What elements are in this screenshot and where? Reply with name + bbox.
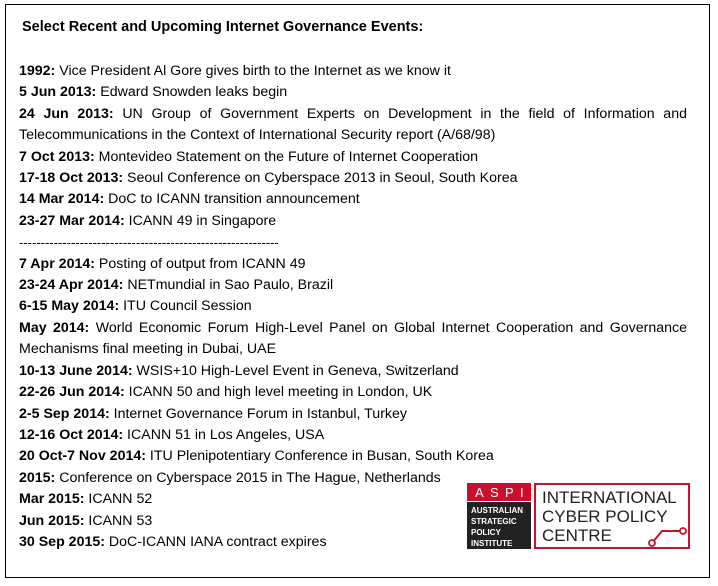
- event-description: ITU Council Session: [119, 298, 252, 315]
- event-item: [19, 254, 687, 275]
- event-description: World Economic Forum High-Level Panel on Global Internet Cooperation and Governance Mechanisms final meeting in Dubai, UAE: [19, 319, 688, 358]
- icpc-line: CYBER POLICY: [542, 507, 668, 526]
- event-item: [19, 147, 687, 168]
- event-item: [19, 425, 687, 446]
- event-item: [19, 404, 687, 425]
- event-description: ICANN 51 in Los Angeles, USA: [123, 426, 325, 443]
- event-item: [19, 296, 687, 317]
- event-date: 22-26 Jun 2014:: [19, 384, 125, 401]
- event-description: ICANN 49 in Singapore: [124, 212, 277, 229]
- event-item: [19, 104, 687, 147]
- event-date: 17-18 Oct 2013:: [19, 170, 124, 187]
- event-date: 24 Jun 2013:: [19, 105, 114, 122]
- icpc-line: INTERNATIONAL: [542, 488, 677, 507]
- event-item: [19, 318, 687, 361]
- event-item: [19, 382, 687, 403]
- event-date: 7 Oct 2013:: [19, 148, 95, 165]
- event-description: UN Group of Government Experts on Development in the field of Information and Telecommunications in the Context of International Security report (A/68/98): [19, 105, 687, 144]
- event-description: NETmundial in Sao Paulo, Brazil: [123, 277, 334, 294]
- document-title: Select Recent and Upcoming Internet Governance Events:: [22, 19, 424, 35]
- event-description: DoC to ICANN transition announcement: [104, 191, 360, 208]
- aspi-letter: I: [520, 485, 524, 500]
- event-item: [19, 61, 687, 82]
- event-date: Jun 2015:: [19, 512, 85, 529]
- event-description: Edward Snowden leaks begin: [96, 84, 288, 101]
- icpc-line: CENTRE: [542, 526, 612, 545]
- event-item: [19, 211, 687, 232]
- event-description: ITU Plenipotentiary Conference in Busan, South Korea: [145, 448, 494, 465]
- aspi-line: INSTITUTE: [471, 539, 513, 548]
- event-date: 12-16 Oct 2014:: [19, 426, 124, 443]
- event-description: DoC-ICANN IANA contract expires: [104, 533, 327, 550]
- aspi-letter: A: [475, 485, 484, 500]
- event-item: [19, 82, 687, 103]
- event-description: Posting of output from ICANN 49: [94, 255, 306, 272]
- event-item: [19, 168, 687, 189]
- event-date: 7 Apr 2014:: [19, 255, 95, 272]
- event-item: [19, 361, 687, 382]
- event-date: 6-15 May 2014:: [19, 298, 120, 315]
- event-date: 23-24 Apr 2014:: [19, 277, 124, 294]
- events-list: [19, 61, 687, 553]
- aspi-logo: [467, 483, 531, 549]
- event-date: 5 Jun 2013:: [19, 84, 97, 101]
- event-description: ICANN 53: [84, 512, 153, 529]
- aspi-line: POLICY: [471, 528, 501, 537]
- event-date: 20 Oct-7 Nov 2014:: [19, 448, 146, 465]
- event-date: 23-27 Mar 2014:: [19, 212, 125, 229]
- event-description: Seoul Conference on Cyberspace 2013 in Seoul, South Korea: [123, 170, 518, 187]
- event-description: Conference on Cyberspace 2015 in The Hague, Netherlands: [55, 469, 441, 486]
- event-date: 30 Sep 2015:: [19, 533, 105, 550]
- event-description: Internet Governance Forum in Istanbul, Turkey: [109, 405, 407, 422]
- icpc-logo: [534, 483, 690, 549]
- event-date: 2-5 Sep 2014:: [19, 405, 110, 422]
- aspi-letter: S: [490, 485, 499, 500]
- aspi-line: AUSTRALIAN: [471, 506, 523, 515]
- event-description: WSIS+10 High-Level Event in Geneva, Switzerland: [132, 362, 459, 379]
- event-date: May 2014:: [19, 319, 90, 336]
- event-date: Mar 2015:: [19, 491, 85, 508]
- aspi-line: STRATEGIC: [471, 517, 517, 526]
- events-before-group: [19, 61, 687, 232]
- event-date: 10-13 June 2014:: [19, 362, 133, 379]
- event-date: 1992:: [19, 63, 56, 79]
- separator-line: ------------------------------------------------------------: [19, 235, 279, 251]
- event-item: [19, 446, 687, 467]
- event-description: ICANN 52: [84, 491, 153, 508]
- event-item: [19, 275, 687, 296]
- aspi-letter: P: [505, 485, 514, 500]
- event-description: Montevideo Statement on the Future of Internet Cooperation: [94, 148, 479, 165]
- event-date: 14 Mar 2014:: [19, 191, 105, 208]
- event-description: Vice President Al Gore gives birth to the Internet as we know it: [55, 63, 451, 79]
- event-date: 2015:: [19, 469, 56, 486]
- event-item: [19, 189, 687, 210]
- event-description: ICANN 50 and high level meeting in London, UK: [124, 384, 433, 401]
